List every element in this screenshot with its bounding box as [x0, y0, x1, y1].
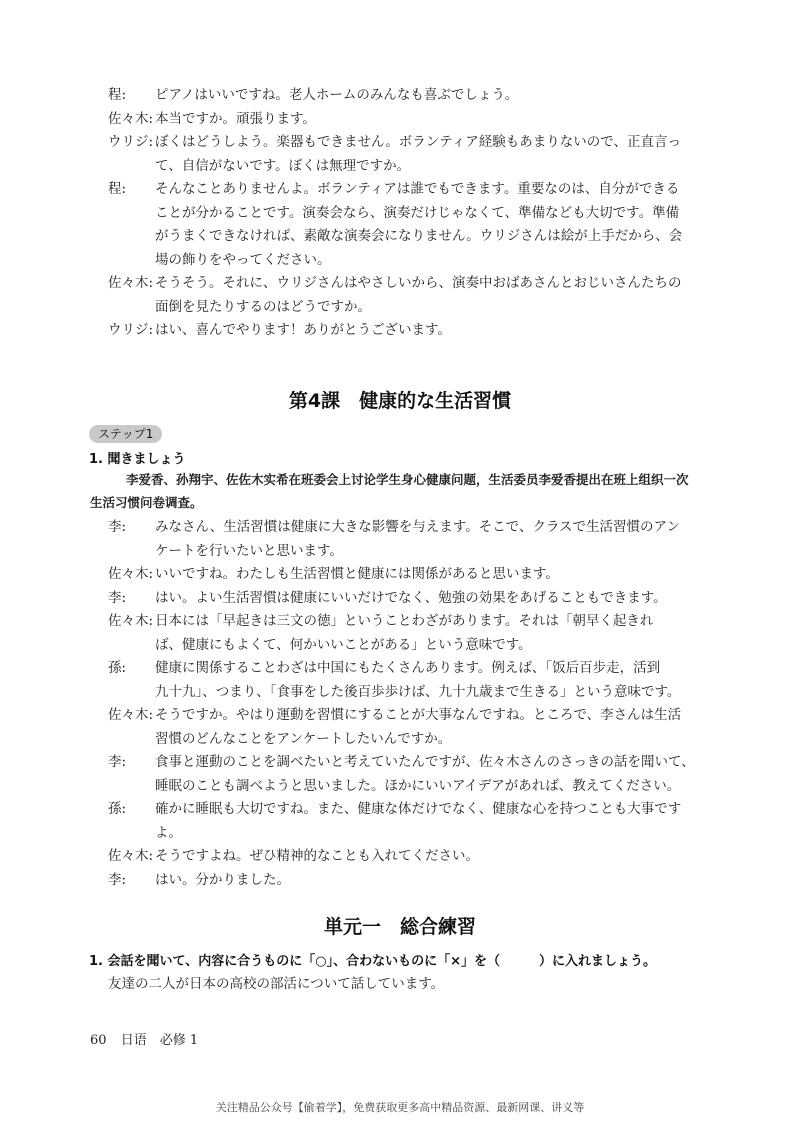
dialogue-top — [108, 84, 702, 343]
dialogue-text: ケートを行いたいと思います。 — [155, 542, 343, 559]
dialogue-text: 睡眠のことも調べようと思いました。ほかにいいアイデアがあれば、教えてください。 — [155, 777, 681, 794]
dialogue-line — [108, 751, 702, 775]
speaker-label: 孫: — [108, 660, 127, 676]
speaker-label: 佐々木: — [108, 613, 154, 629]
dialogue-text: 九十九」、つまり、「食事をした後百歩歩けば、九十九歳まで生きる」という意味です。 — [155, 683, 681, 700]
dialogue-text: はい。よい生活習慣は健康にいいだけでなく、勉強の効果をあげることもできます。 — [155, 589, 667, 606]
dialogue-text: 場の飾りをやってください。 — [155, 251, 331, 268]
dialogue-line — [108, 798, 702, 845]
dialogue-text: ぼくはどうしよう。楽器もできません。ボランティア経験もあまりないので、正直言っ — [155, 134, 681, 150]
review-question-heading: 1. 会話を聞いて、内容に合うものに「○」、合わないものに「×」を（ ）に入れましょう。 — [89, 954, 656, 969]
speaker-label — [108, 249, 155, 273]
dialogue-text: そうですか。やはり運動を習慣にすることが大事なんですね。ところで、李さんは生活 — [155, 707, 682, 723]
dialogue-line — [108, 249, 702, 273]
bottom-note: 关注精品公众号【偷着学】，免费获取更多高中精品资源、最新网课、讲义等 — [215, 1101, 585, 1114]
dialogue-line — [108, 845, 702, 869]
dialogue-text: がうまくできなければ、素敵な演奏会になりません。ウリジさんは絵が上手だから、会 — [155, 228, 683, 244]
speaker-label: 程: — [108, 181, 127, 197]
dialogue-text: そんなことありませんよ。ボランティアは誰でもできます。重要なのは、自分ができる — [155, 181, 680, 197]
page-number: 60 — [90, 1033, 107, 1048]
speaker-label: 孫: — [108, 801, 127, 817]
dialogue-line — [108, 869, 702, 893]
speaker-label: 佐々木: — [108, 848, 154, 864]
dialogue-line — [108, 272, 702, 296]
speaker-label: 李: — [108, 589, 127, 606]
intro-chinese: 李爱香、孙翔宇、佐佐木实希在班委会上讨论学生身心健康问题，生活委员李爱香提出在班上组织一次生活习惯问卷调查。 — [90, 472, 689, 510]
dialogue-line — [108, 657, 702, 681]
dialogue-line — [108, 225, 702, 249]
dialogue-text: ば、健康にもよくて、何かいいことがある」という意味です。 — [155, 636, 532, 653]
speaker-label — [108, 202, 155, 226]
speaker-label — [108, 775, 155, 799]
speaker-label — [108, 681, 155, 705]
speaker-label: 李: — [108, 519, 127, 535]
dialogue-text: ピアノはいいですね。老人ホームのみんなも喜ぶでしょう。 — [155, 87, 519, 103]
dialogue-line — [108, 296, 702, 320]
dialogue-line — [108, 178, 702, 202]
dialogue-line — [108, 587, 702, 611]
speaker-label — [108, 728, 155, 752]
dialogue-line — [108, 108, 702, 132]
speaker-label: ウリジ: — [108, 134, 154, 150]
dialogue-text: 面倒を見たりするのはどうですか。 — [155, 298, 371, 315]
review-question-note: 友達の二人が日本の高校の部活について話しています。 — [108, 976, 445, 992]
dialogue-text: そうですよね。ぜひ精神的なことも入れてください。 — [155, 848, 479, 864]
dialogue-text: て、自信がないです。ぼくは無理ですか。 — [155, 157, 411, 174]
dialogue-line — [108, 155, 702, 179]
dialogue-text: はい、喜んでやります！ありがとうございます。 — [155, 322, 451, 338]
listening-heading: 1. 聞きましょう — [89, 452, 186, 467]
dialogue-text: はい。分かりました。 — [155, 871, 290, 888]
dialogue-line — [108, 728, 702, 752]
dialogue-line — [108, 540, 702, 564]
speaker-label — [108, 540, 155, 564]
dialogue-line — [108, 681, 702, 705]
speaker-label: 佐々木: — [108, 707, 154, 723]
speaker-label: 程: — [108, 87, 127, 103]
dialogue-line — [108, 610, 702, 634]
page-footer — [90, 1029, 208, 1048]
dialogue-text: 日本には「早起きは三文の徳」ということわざがあります。それは「朝早く起きれ — [155, 613, 654, 629]
speaker-label: 佐々木: — [108, 566, 154, 582]
speaker-label: 佐々木: — [108, 110, 154, 127]
dialogue-text: 習慣のどんなことをアンケートしたいんですか。 — [155, 730, 452, 747]
speaker-label — [108, 225, 155, 249]
dialogue-line — [108, 319, 702, 343]
dialogue-line — [108, 775, 702, 799]
dialogue-text: いいですね。わたしも生活習慣と健康には関係があると思います。 — [155, 566, 559, 582]
dialogue-line — [108, 634, 702, 658]
dialogue-text: みなさん、生活習慣は健康に大きな影響を与えます。そこで、クラスで生活習慣のアン — [155, 519, 681, 535]
dialogue-line — [108, 84, 702, 108]
dialogue-line — [108, 202, 702, 226]
step-badge: ステップ1 — [89, 425, 162, 443]
dialogue-text: 健康に関係することわざは中国にもたくさんあります。例えば、「饭后百步走，活到 — [155, 660, 661, 676]
dialogue-text: 確かに睡眠も大切ですね。また、健康な体だけでなく、健康な心を持つことも大事ですよ。 — [155, 801, 682, 841]
dialogue-lesson4 — [108, 516, 702, 892]
speaker-label — [108, 155, 155, 179]
dialogue-text: ことが分かることです。演奏会なら、演奏だけじゃなくて、準備なども大切です。準備 — [155, 204, 680, 221]
dialogue-text: そうそう。それに、ウリジさんはやさしいから、演奏中おばあさんとおじいさんたちの — [155, 275, 682, 291]
speaker-label: 李: — [108, 871, 127, 888]
speaker-label — [108, 634, 155, 658]
book-title: 日语 必修 1 — [120, 1033, 199, 1048]
unit-review-title: 単元一 総合練習 — [323, 916, 476, 938]
dialogue-line — [108, 704, 702, 728]
dialogue-text: 食事と運動のことを調べたいと考えていたんですが、佐々木さんのさっきの話を聞いて、 — [155, 754, 695, 770]
speaker-label: 李: — [108, 754, 127, 770]
lesson-title: 第4課 健康的な生活習慣 — [288, 390, 512, 412]
speaker-label: 佐々木: — [108, 275, 154, 291]
dialogue-line — [108, 563, 702, 587]
dialogue-line — [108, 516, 702, 540]
dialogue-line — [108, 131, 702, 155]
speaker-label: ウリジ: — [108, 322, 154, 338]
dialogue-text: 本当ですか。頑張ります。 — [155, 110, 316, 127]
speaker-label — [108, 296, 155, 320]
